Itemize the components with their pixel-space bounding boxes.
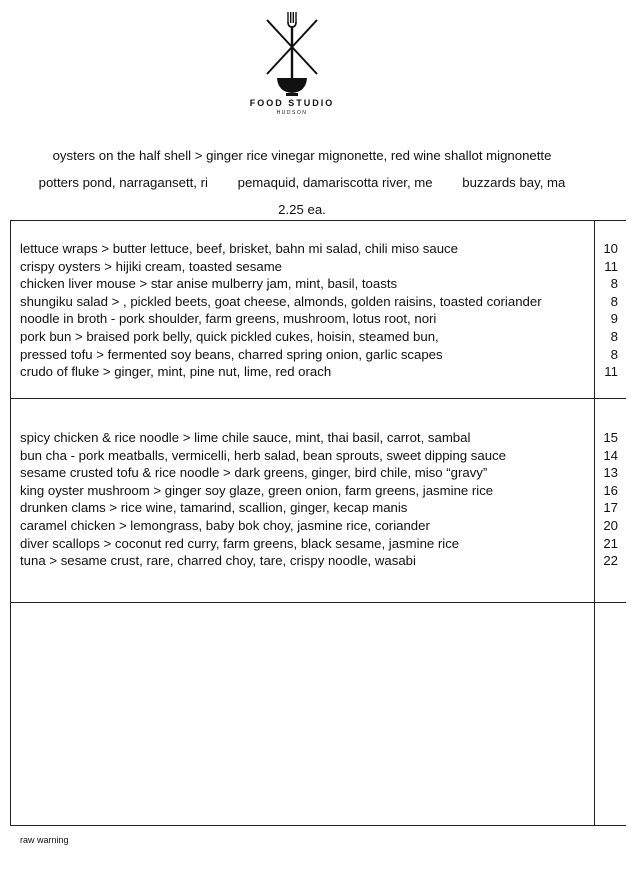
- menu-item-description: caramel chicken > lemongrass, baby bok choy, jasmine rice, coriander: [20, 517, 430, 533]
- menu-item-price: 13: [603, 465, 618, 481]
- menu-item-description: crudo of fluke > ginger, mint, pine nut, lime, red orach: [20, 364, 332, 380]
- menu-item: [20, 346, 620, 364]
- menu-item: [20, 240, 620, 258]
- menu-item-description: lettuce wraps > butter lettuce, beef, brisket, bahn mi salad, chili miso sauce: [20, 241, 458, 256]
- menu-item-description: chicken liver mouse > star anise mulberry jam, mint, basil, toasts: [20, 276, 398, 292]
- menu-item: [20, 363, 620, 381]
- oysters-price: 2.25 ea.: [278, 202, 326, 217]
- section-divider: [10, 602, 626, 603]
- menu-item-description: drunken clams > rice wine, tamarind, scallion, ginger, kecap manis: [20, 500, 408, 516]
- oysters-title: oysters on the half shell > ginger rice vinegar mignonette, red wine shallot mignonette: [52, 148, 552, 163]
- menu-item-description: pressed tofu > fermented soy beans, charred spring onion, garlic scapes: [20, 346, 443, 362]
- menu-item-price: 20: [603, 517, 618, 533]
- menu-item: [20, 535, 620, 553]
- menu-item: [20, 517, 620, 535]
- menu-item-description: noodle in broth - pork shoulder, farm greens, mushroom, lotus root, nori: [20, 311, 437, 327]
- menu-item-description: pork bun > braised pork belly, quick pickled cukes, hoisin, steamed bun,: [20, 328, 439, 344]
- menu-item: [20, 328, 620, 346]
- oyster-source: potters pond, narragansett, ri: [38, 175, 208, 190]
- raw-warning: raw warning: [20, 835, 69, 845]
- menu-item: [20, 482, 620, 500]
- section-divider: [10, 398, 626, 399]
- menu-item: [20, 275, 620, 293]
- menu-item-description: tuna > sesame crust, rare, charred choy, tare, crispy noodle, wasabi: [20, 553, 416, 569]
- menu-item-description: sesame crusted tofu & rice noodle > dark greens, ginger, bird chile, miso “gravy”: [20, 465, 488, 481]
- menu-item: [20, 464, 620, 482]
- menu-item-price: 8: [610, 293, 618, 309]
- menu-item-price: 14: [603, 447, 618, 463]
- menu-item-price: 16: [603, 482, 618, 498]
- menu-item-price: 8: [610, 276, 618, 292]
- menu-item: [20, 552, 620, 570]
- fork-chopsticks-bowl-icon: [262, 12, 322, 98]
- oyster-sources: [0, 175, 604, 190]
- menu-item: [20, 429, 620, 447]
- menu-item-price: 21: [603, 535, 618, 551]
- brand-name: FOOD STUDIO: [249, 98, 335, 108]
- menu-item-description: spicy chicken & rice noodle > lime chile sauce, mint, thai basil, carrot, sambal: [20, 430, 471, 445]
- menu-item-description: diver scallops > coconut red curry, farm greens, black sesame, jasmine rice: [20, 535, 460, 551]
- menu-item: [20, 293, 620, 311]
- menu-item-price: 10: [603, 241, 618, 256]
- menu-item-price: 11: [604, 364, 618, 380]
- menu-item-description: king oyster mushroom > ginger soy glaze, green onion, farm greens, jasmine rice: [20, 482, 494, 498]
- menu-item-description: bun cha - pork meatballs, vermicelli, herb salad, bean sprouts, sweet dipping sauce: [20, 447, 506, 463]
- oyster-source: pemaquid, damariscotta river, me: [237, 175, 433, 190]
- menu-item-price: 8: [610, 328, 618, 344]
- menu-item-description: shungiku salad > , pickled beets, goat cheese, almonds, golden raisins, toasted coriander: [20, 293, 542, 309]
- menu-item: [20, 258, 620, 276]
- menu-item-price: 17: [603, 500, 618, 516]
- menu-item-price: 9: [610, 311, 618, 327]
- menu-item: [20, 499, 620, 517]
- menu-item-description: crispy oysters > hijiki cream, toasted sesame: [20, 258, 283, 274]
- menu-section-small-plates: [20, 240, 620, 381]
- menu-item: [20, 447, 620, 465]
- menu-item-price: 8: [610, 346, 618, 362]
- brand-location: HUDSON: [276, 110, 308, 116]
- menu-item: [20, 310, 620, 328]
- menu-item-price: 11: [604, 258, 618, 274]
- menu-section-empty: [20, 606, 620, 821]
- menu-item-price: 15: [603, 430, 618, 445]
- menu-item-price: 22: [603, 553, 618, 569]
- oyster-source: buzzards bay, ma: [462, 175, 566, 190]
- menu-section-large-plates: [20, 429, 620, 570]
